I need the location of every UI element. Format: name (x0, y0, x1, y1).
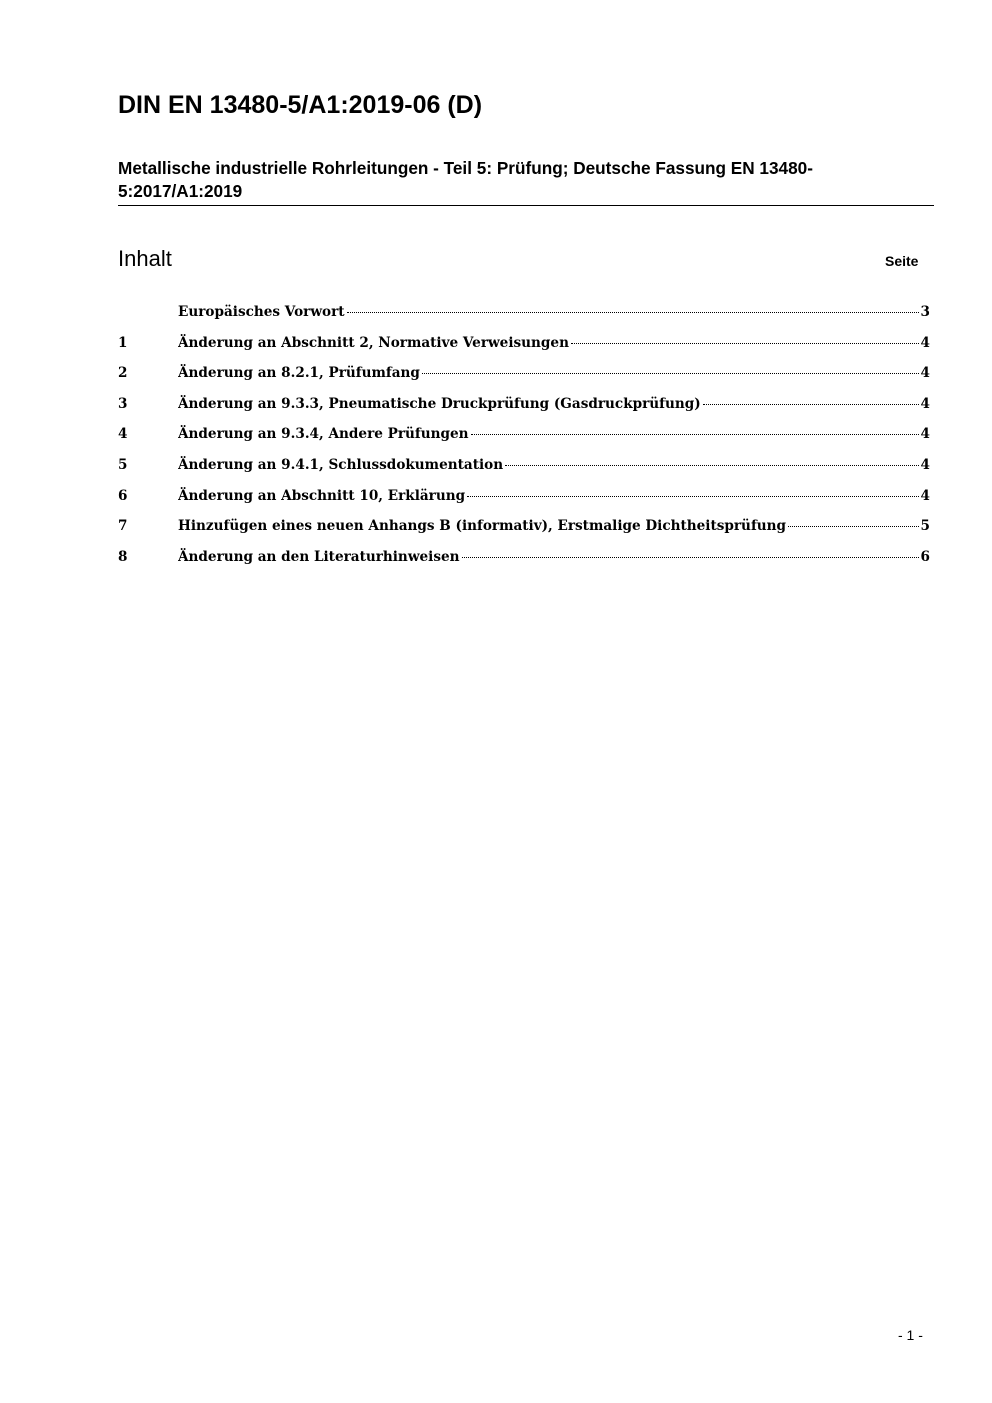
toc-entry-number: 8 (118, 548, 128, 565)
toc-entry-3[interactable] (118, 394, 930, 425)
toc-dot-leader (347, 312, 919, 313)
toc-entry-8[interactable] (118, 547, 930, 578)
toc-dot-leader (462, 557, 919, 558)
toc-entry-page: 4 (920, 487, 930, 504)
toc-heading: Inhalt (118, 246, 172, 271)
toc-entry-1[interactable] (118, 333, 930, 364)
toc-dot-leader (505, 465, 918, 466)
toc-entry-number: 7 (118, 518, 128, 535)
toc-entry-page: 4 (920, 334, 930, 351)
toc-entry-number: 5 (118, 456, 128, 473)
toc-entry-page: 4 (920, 395, 930, 412)
toc-entry-2[interactable] (118, 363, 930, 394)
toc-entry-text: Änderung an Abschnitt 10, Erklärung (178, 487, 466, 504)
toc-entry-text: Änderung an Abschnitt 2, Normative Verweisungen (178, 334, 569, 351)
toc-entry-5[interactable] (118, 455, 930, 486)
toc-entry-page: 6 (920, 548, 930, 565)
toc-entry-text: Änderung an 9.3.3, Pneumatische Druckprüfung (Gasdruckprüfung) (178, 395, 701, 412)
toc-entry-page: 4 (920, 365, 930, 382)
toc-dot-leader (788, 526, 918, 527)
toc-dot-leader (471, 434, 919, 435)
toc-entry-text: Änderung an 9.4.1, Schlussdokumentation (178, 456, 504, 473)
page-number: - 1 - (898, 1327, 923, 1343)
toc-entry-text: Hinzufügen eines neuen Anhangs B (informativ), Erstmalige Dichtheitsprüfung (178, 518, 787, 535)
toc-entry-7[interactable] (118, 516, 930, 547)
document-subtitle: Metallische industrielle Rohrleitungen - Teil 5: Prüfung; Deutsche Fassung EN 13480-5:2017/A1:2019 (118, 157, 934, 206)
toc-entry-page: 4 (920, 456, 930, 473)
toc-entry-number: 6 (118, 487, 128, 504)
toc-entry-page: 3 (920, 304, 930, 320)
toc-entry-4[interactable] (118, 424, 930, 455)
document-title: DIN EN 13480-5/A1:2019-06 (D) (118, 91, 483, 119)
toc-entry-6[interactable] (118, 486, 930, 517)
toc-entry-number: 1 (118, 334, 128, 351)
toc-entry-page: 4 (920, 426, 930, 443)
toc-entry-number: 2 (118, 365, 128, 382)
toc-entry-text: Änderung an 8.2.1, Prüfumfang (178, 365, 420, 382)
toc-dot-leader (703, 404, 919, 405)
toc-entry-text: Änderung an 9.3.4, Andere Prüfungen (178, 426, 469, 443)
toc-entry-text: Europäisches Vorwort (178, 304, 345, 320)
toc-page-column-label: Seite (885, 253, 919, 269)
toc-dot-leader (422, 373, 919, 374)
toc-entry-vorwort[interactable] (118, 302, 930, 333)
toc-entry-number: 4 (118, 426, 128, 443)
toc-dot-leader (571, 343, 919, 344)
table-of-contents (118, 302, 930, 577)
toc-dot-leader (467, 496, 918, 497)
toc-entry-number: 3 (118, 395, 128, 412)
toc-entry-page: 5 (920, 518, 930, 535)
toc-entry-text: Änderung an den Literaturhinweisen (178, 548, 460, 565)
